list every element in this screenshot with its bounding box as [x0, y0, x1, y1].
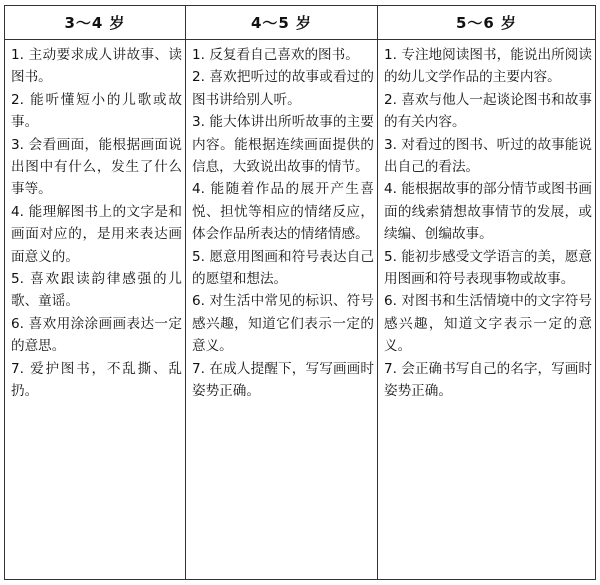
reading-goals-table: [4, 5, 596, 580]
list-item: 6. 对图书和生活情境中的文字符号感兴趣，知道文字表示一定的意义。: [384, 293, 592, 355]
list-item: 2. 能听懂短小的儿歌或故事。: [11, 91, 182, 131]
table-body-row: [5, 40, 595, 579]
column-age-4-5: [186, 40, 378, 579]
list-item: 1. 主动要求成人讲故事、读图书。: [11, 47, 182, 86]
list-item: 5. 愿意用图画和符号表达自己的愿望和想法。: [192, 248, 374, 288]
column-age-3-4: [5, 40, 186, 579]
list-item: 4. 能随着作品的展开产生喜悦、担忧等相应的情绪反应，体会作品所表达的情绪情感。: [192, 181, 374, 243]
list-item: 1. 反复看自己喜欢的图书。: [192, 47, 359, 63]
list-item: 7. 爱护图书，不乱撕、乱扔。: [11, 360, 182, 400]
list-item: 6. 对生活中常见的标识、符号感兴趣，知道它们表示一定的意义。: [192, 293, 374, 355]
header-age-4-5: 4～5 岁: [186, 6, 378, 39]
list-item: 1. 专注地阅读图书，能说出所阅读的幼儿文学作品的主要内容。: [384, 47, 592, 86]
list-item: 3. 对看过的图书、听过的故事能说出自己的看法。: [384, 136, 592, 176]
header-age-3-4: 3～4 岁: [5, 6, 186, 39]
list-item: 6. 喜欢用涂涂画画表达一定的意思。: [11, 315, 182, 355]
list-item: 5. 能初步感受文学语言的美，愿意用图画和符号表现事物或故事。: [384, 248, 592, 288]
list-item: 2. 喜欢把听过的故事或看过的图书讲给别人听。: [192, 69, 374, 108]
list-item: 4. 能根据故事的部分情节或图书画面的线索猜想故事情节的发展，或续编、创编故事。: [384, 181, 592, 243]
list-item: 5. 喜欢跟读韵律感强的儿歌、童谣。: [11, 271, 182, 310]
table-header-row: [5, 6, 595, 40]
list-item: 3. 能大体讲出所听故事的主要内容。能根据连续画面提供的信息，大致说出故事的情节。: [192, 114, 374, 176]
list-item: 7. 在成人提醒下，写写画画时姿势正确。: [192, 360, 374, 400]
header-age-5-6: 5～6 岁: [455, 14, 518, 32]
list-item: 2. 喜欢与他人一起谈论图书和故事的有关内容。: [384, 91, 592, 131]
list-item: 3. 会看画面，能根据画面说出图中有什么，发生了什么事等。: [11, 136, 182, 198]
list-item: 4. 能理解图书上的文字是和画面对应的，是用来表达画面意义的。: [11, 203, 182, 265]
column-age-5-6: [378, 40, 595, 579]
list-item: 7. 会正确书写自己的名字，写画时姿势正确。: [384, 360, 592, 400]
